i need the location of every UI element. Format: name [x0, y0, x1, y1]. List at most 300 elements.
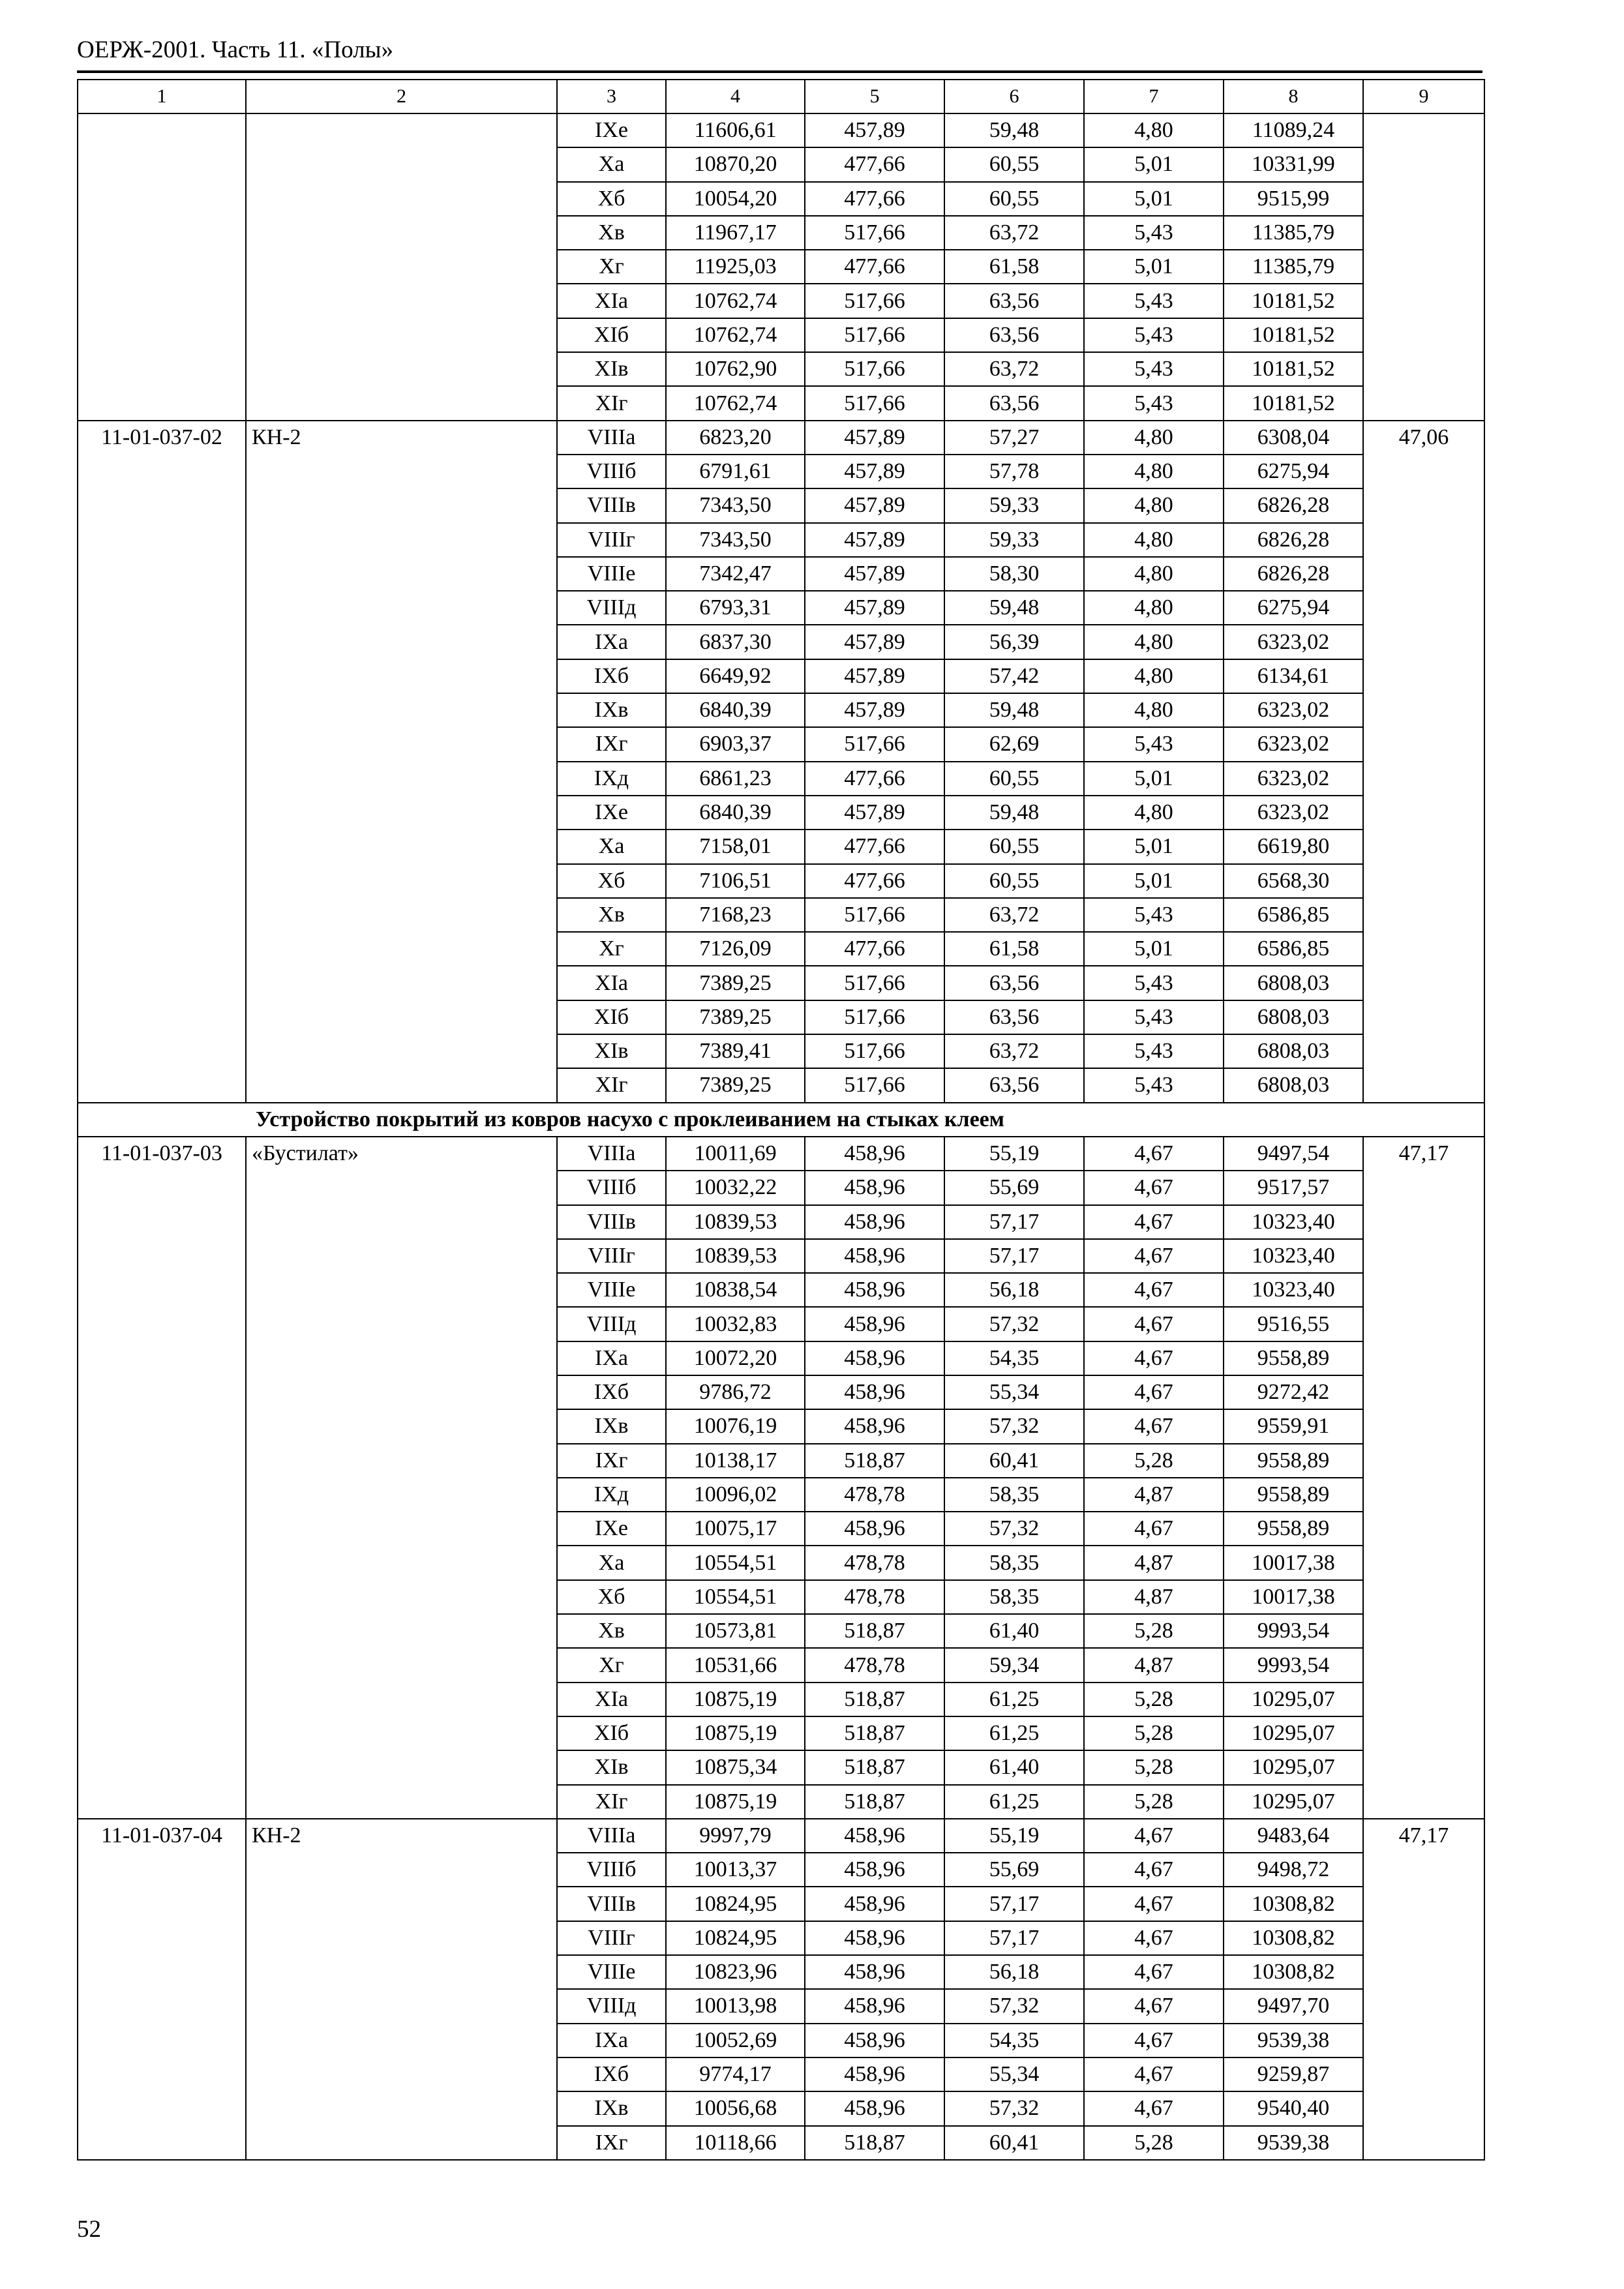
- table-cell: VIIIa: [557, 1819, 666, 1853]
- table-cell: 7126,09: [666, 932, 805, 966]
- table-cell: 5,01: [1084, 182, 1224, 216]
- table-cell: 11089,24: [1224, 113, 1363, 147]
- table-cell: 457,89: [805, 113, 944, 147]
- table-cell: 9259,87: [1224, 2057, 1363, 2091]
- table-row: [78, 113, 1484, 147]
- table-cell: 517,66: [805, 898, 944, 932]
- section-row: [78, 1103, 1484, 1137]
- table-cell: 458,96: [805, 1887, 944, 1921]
- rate-name-cell: КН-2: [246, 1819, 557, 2160]
- table-cell: VIIIв: [557, 488, 666, 522]
- table-cell: 6861,23: [666, 762, 805, 796]
- table-cell: 4,67: [1084, 1887, 1224, 1921]
- table-cell: 57,17: [944, 1205, 1084, 1239]
- table-cell: 59,48: [944, 591, 1084, 625]
- table-cell: 9540,40: [1224, 2091, 1363, 2125]
- table-cell: 57,42: [944, 659, 1084, 693]
- table-cell: Xв: [557, 1614, 666, 1648]
- table-cell: 458,96: [805, 1512, 944, 1546]
- table-cell: 63,72: [944, 352, 1084, 386]
- table-cell: 63,56: [944, 318, 1084, 352]
- table-cell: 4,80: [1084, 796, 1224, 830]
- table-cell: 518,87: [805, 1683, 944, 1716]
- table-cell: 10054,20: [666, 182, 805, 216]
- table-cell: 4,67: [1084, 1341, 1224, 1375]
- table-cell: 4,87: [1084, 1580, 1224, 1614]
- column-number: 2: [246, 80, 557, 113]
- rate-code-cell: 11-01-037-04: [78, 1819, 246, 2160]
- table-cell: IXд: [557, 762, 666, 796]
- table-cell: 10531,66: [666, 1648, 805, 1682]
- table-cell: 6134,61: [1224, 659, 1363, 693]
- table-cell: 11606,61: [666, 113, 805, 147]
- column-number: 7: [1084, 80, 1224, 113]
- table-cell: 62,69: [944, 727, 1084, 761]
- table-cell: 457,89: [805, 796, 944, 830]
- page-header-title: ОЕРЖ-2001. Часть 11. «Полы»: [77, 37, 393, 63]
- table-cell: 7389,25: [666, 966, 805, 1000]
- table-cell: Xв: [557, 898, 666, 932]
- table-cell: 9539,38: [1224, 2126, 1363, 2160]
- table-cell: VIIIг: [557, 523, 666, 557]
- table-cell: 6586,85: [1224, 932, 1363, 966]
- table-cell: 458,96: [805, 1341, 944, 1375]
- table-cell: 4,67: [1084, 1171, 1224, 1204]
- table-cell: 10017,38: [1224, 1580, 1363, 1614]
- table-cell: 6568,30: [1224, 864, 1363, 898]
- table-cell: 54,35: [944, 1341, 1084, 1375]
- table-cell: 57,32: [944, 2091, 1084, 2125]
- table-cell: 5,28: [1084, 1683, 1224, 1716]
- page-number: 52: [77, 2216, 101, 2243]
- table-cell: 4,67: [1084, 1921, 1224, 1955]
- table-cell: IXe: [557, 113, 666, 147]
- table-cell: 517,66: [805, 727, 944, 761]
- table-cell: VIIIe: [557, 1955, 666, 1989]
- table-cell: 9774,17: [666, 2057, 805, 2091]
- table-cell: 477,66: [805, 864, 944, 898]
- table-cell: 517,66: [805, 1068, 944, 1102]
- table-cell: 457,89: [805, 557, 944, 591]
- table-cell: 11385,79: [1224, 216, 1363, 250]
- table-cell: 518,87: [805, 1716, 944, 1750]
- table-cell: 7389,41: [666, 1034, 805, 1068]
- table-cell: IXб: [557, 659, 666, 693]
- table-cell: VIIIa: [557, 1137, 666, 1171]
- table-cell: IXд: [557, 1478, 666, 1512]
- table-cell: 4,67: [1084, 1273, 1224, 1307]
- table-cell: VIIIд: [557, 1307, 666, 1341]
- table-cell: 10072,20: [666, 1341, 805, 1375]
- table-cell: 60,55: [944, 864, 1084, 898]
- table-cell: 6308,04: [1224, 421, 1363, 455]
- table-cell: 6793,31: [666, 591, 805, 625]
- table-cell: 56,18: [944, 1955, 1084, 1989]
- table-cell: 5,28: [1084, 1785, 1224, 1819]
- table-cell: Xг: [557, 932, 666, 966]
- table-cell: 5,01: [1084, 147, 1224, 181]
- table-cell: 4,67: [1084, 2091, 1224, 2125]
- table-cell: 9558,89: [1224, 1512, 1363, 1546]
- table-cell: 60,55: [944, 830, 1084, 863]
- table-cell: 478,78: [805, 1546, 944, 1579]
- table-cell: 5,28: [1084, 1750, 1224, 1784]
- table-cell: 7389,25: [666, 1000, 805, 1034]
- table-cell: 6826,28: [1224, 557, 1363, 591]
- table-cell: 477,66: [805, 250, 944, 284]
- table-cell: 4,80: [1084, 523, 1224, 557]
- table-cell: 6323,02: [1224, 727, 1363, 761]
- rates-table: [77, 79, 1485, 2161]
- table-cell: 10554,51: [666, 1546, 805, 1579]
- table-cell: 457,89: [805, 488, 944, 522]
- table-cell: 9558,89: [1224, 1478, 1363, 1512]
- table-cell: XIв: [557, 1034, 666, 1068]
- rate-code-cell: 11-01-037-03: [78, 1137, 246, 1819]
- table-cell: XIб: [557, 318, 666, 352]
- rate-name-cell: «Бустилат»: [246, 1137, 557, 1819]
- table-cell: 9539,38: [1224, 2024, 1363, 2057]
- table-cell: 4,87: [1084, 1648, 1224, 1682]
- table-cell: 4,80: [1084, 455, 1224, 488]
- table-cell: 4,67: [1084, 1239, 1224, 1273]
- table-cell: 10052,69: [666, 2024, 805, 2057]
- table-cell: 10839,53: [666, 1239, 805, 1273]
- table-cell: 6840,39: [666, 693, 805, 727]
- table-cell: 5,28: [1084, 1716, 1224, 1750]
- table-cell: 10011,69: [666, 1137, 805, 1171]
- table-cell: 57,32: [944, 1409, 1084, 1443]
- table-cell: 458,96: [805, 1273, 944, 1307]
- table-cell: 55,19: [944, 1819, 1084, 1853]
- table-cell: 63,56: [944, 966, 1084, 1000]
- table-cell: 5,43: [1084, 1034, 1224, 1068]
- table-cell: 7343,50: [666, 488, 805, 522]
- table-cell: VIIIб: [557, 455, 666, 488]
- table-cell: 6275,94: [1224, 591, 1363, 625]
- table-cell: IXв: [557, 2091, 666, 2125]
- table-cell: 57,78: [944, 455, 1084, 488]
- table-cell: 4,80: [1084, 659, 1224, 693]
- table-cell: 5,01: [1084, 250, 1224, 284]
- column-number-row: [78, 80, 1484, 113]
- table-cell: VIIIв: [557, 1887, 666, 1921]
- table-cell: 10870,20: [666, 147, 805, 181]
- table-cell: 55,69: [944, 1171, 1084, 1204]
- table-cell: 4,67: [1084, 1375, 1224, 1409]
- table-cell: 10295,07: [1224, 1785, 1363, 1819]
- table-cell: 458,96: [805, 1375, 944, 1409]
- table-cell: 10295,07: [1224, 1683, 1363, 1716]
- table-cell: 5,01: [1084, 864, 1224, 898]
- table-cell: 477,66: [805, 932, 944, 966]
- table-cell: 10323,40: [1224, 1273, 1363, 1307]
- table-cell: 6649,92: [666, 659, 805, 693]
- rate-name-cell: КН-2: [246, 421, 557, 1103]
- table-cell: 6323,02: [1224, 625, 1363, 659]
- table-cell: 458,96: [805, 1921, 944, 1955]
- table-cell: 458,96: [805, 1853, 944, 1887]
- table-cell: 4,67: [1084, 1955, 1224, 1989]
- table-cell: Xб: [557, 182, 666, 216]
- table-cell: 517,66: [805, 352, 944, 386]
- column-number: 3: [557, 80, 666, 113]
- table-cell: 6826,28: [1224, 523, 1363, 557]
- table-cell: 518,87: [805, 1750, 944, 1784]
- rate-last-cell: 47,06: [1363, 421, 1484, 1103]
- table-cell: 5,43: [1084, 1000, 1224, 1034]
- table-cell: 57,17: [944, 1239, 1084, 1273]
- table-cell: IXб: [557, 1375, 666, 1409]
- table-cell: 60,55: [944, 762, 1084, 796]
- table-row: [78, 1819, 1484, 1853]
- table-cell: Xг: [557, 250, 666, 284]
- table-cell: 59,48: [944, 113, 1084, 147]
- table-cell: 4,87: [1084, 1478, 1224, 1512]
- table-cell: IXг: [557, 1444, 666, 1478]
- table-cell: IXa: [557, 1341, 666, 1375]
- table-row: [78, 1137, 1484, 1171]
- table-cell: 6275,94: [1224, 455, 1363, 488]
- table-cell: 457,89: [805, 523, 944, 557]
- table-cell: VIIIг: [557, 1239, 666, 1273]
- table-cell: Xв: [557, 216, 666, 250]
- table-cell: 58,35: [944, 1580, 1084, 1614]
- table-cell: IXe: [557, 1512, 666, 1546]
- table-cell: 6808,03: [1224, 966, 1363, 1000]
- table-cell: XIг: [557, 1068, 666, 1102]
- table-cell: 4,87: [1084, 1546, 1224, 1579]
- table-cell: 4,80: [1084, 591, 1224, 625]
- table-cell: 6903,37: [666, 727, 805, 761]
- table-cell: XIб: [557, 1000, 666, 1034]
- table-cell: 4,67: [1084, 1409, 1224, 1443]
- table-cell: 4,80: [1084, 421, 1224, 455]
- table-cell: VIIIд: [557, 591, 666, 625]
- table-cell: 10181,52: [1224, 318, 1363, 352]
- table-cell: 61,58: [944, 932, 1084, 966]
- column-number: 9: [1363, 80, 1484, 113]
- table-cell: 5,43: [1084, 216, 1224, 250]
- table-cell: XIв: [557, 352, 666, 386]
- rate-last-cell: 47,17: [1363, 1137, 1484, 1819]
- table-cell: 7158,01: [666, 830, 805, 863]
- table-cell: 10762,74: [666, 284, 805, 318]
- rate-code-cell: [78, 113, 246, 421]
- table-cell: 57,32: [944, 1307, 1084, 1341]
- table-cell: 10875,19: [666, 1785, 805, 1819]
- table-cell: IXe: [557, 796, 666, 830]
- table-cell: 4,67: [1084, 2057, 1224, 2091]
- table-cell: XIб: [557, 1716, 666, 1750]
- table-cell: 5,43: [1084, 386, 1224, 420]
- table-cell: 6808,03: [1224, 1034, 1363, 1068]
- table-cell: 58,35: [944, 1478, 1084, 1512]
- rate-name-cell: [246, 113, 557, 421]
- table-cell: VIIIe: [557, 1273, 666, 1307]
- table-cell: 9497,54: [1224, 1137, 1363, 1171]
- table-cell: 457,89: [805, 421, 944, 455]
- table-cell: 10017,38: [1224, 1546, 1363, 1579]
- table-cell: 4,67: [1084, 1137, 1224, 1171]
- table-cell: 10181,52: [1224, 352, 1363, 386]
- table-cell: 10096,02: [666, 1478, 805, 1512]
- table-cell: 5,28: [1084, 1614, 1224, 1648]
- table-cell: 9786,72: [666, 1375, 805, 1409]
- table-cell: 10118,66: [666, 2126, 805, 2160]
- table-cell: 5,28: [1084, 1444, 1224, 1478]
- table-cell: 10824,95: [666, 1921, 805, 1955]
- table-cell: 4,80: [1084, 488, 1224, 522]
- table-cell: 57,27: [944, 421, 1084, 455]
- table-cell: 10032,83: [666, 1307, 805, 1341]
- table-cell: 10554,51: [666, 1580, 805, 1614]
- table-cell: 10573,81: [666, 1614, 805, 1648]
- table-cell: 55,34: [944, 2057, 1084, 2091]
- table-cell: 478,78: [805, 1478, 944, 1512]
- table-cell: 10013,98: [666, 1989, 805, 2023]
- table-cell: 9497,70: [1224, 1989, 1363, 2023]
- table-cell: VIIIa: [557, 421, 666, 455]
- table-cell: 59,34: [944, 1648, 1084, 1682]
- table-cell: 10308,82: [1224, 1955, 1363, 1989]
- table-cell: 4,67: [1084, 1819, 1224, 1853]
- rate-last-cell: [1363, 113, 1484, 421]
- table-cell: 10013,37: [666, 1853, 805, 1887]
- table-cell: Xб: [557, 864, 666, 898]
- rate-code-cell: 11-01-037-02: [78, 421, 246, 1103]
- table-cell: 63,72: [944, 216, 1084, 250]
- table-cell: 517,66: [805, 966, 944, 1000]
- table-cell: 10138,17: [666, 1444, 805, 1478]
- table-cell: 4,80: [1084, 693, 1224, 727]
- table-cell: 61,25: [944, 1683, 1084, 1716]
- table-cell: 4,67: [1084, 1853, 1224, 1887]
- table-cell: 63,72: [944, 1034, 1084, 1068]
- table-cell: Xг: [557, 1648, 666, 1682]
- table-cell: 10056,68: [666, 2091, 805, 2125]
- table-cell: XIг: [557, 1785, 666, 1819]
- table-cell: 61,25: [944, 1785, 1084, 1819]
- table-cell: 518,87: [805, 2126, 944, 2160]
- table-cell: 457,89: [805, 659, 944, 693]
- table-cell: 4,67: [1084, 1512, 1224, 1546]
- table-cell: 517,66: [805, 1000, 944, 1034]
- table-cell: 10762,90: [666, 352, 805, 386]
- table-cell: 10331,99: [1224, 147, 1363, 181]
- table-cell: 9558,89: [1224, 1444, 1363, 1478]
- table-cell: 6323,02: [1224, 693, 1363, 727]
- table-cell: 10839,53: [666, 1205, 805, 1239]
- table-cell: 10032,22: [666, 1171, 805, 1204]
- table-cell: 517,66: [805, 1034, 944, 1068]
- table-cell: 458,96: [805, 2091, 944, 2125]
- table-cell: 10875,19: [666, 1683, 805, 1716]
- table-cell: IXг: [557, 727, 666, 761]
- table-cell: 10295,07: [1224, 1716, 1363, 1750]
- table-cell: 4,67: [1084, 1989, 1224, 2023]
- table-cell: 458,96: [805, 1955, 944, 1989]
- table-cell: 458,96: [805, 1239, 944, 1273]
- table-cell: 7168,23: [666, 898, 805, 932]
- table-cell: 6808,03: [1224, 1068, 1363, 1102]
- table-cell: 6808,03: [1224, 1000, 1363, 1034]
- table-cell: 477,66: [805, 147, 944, 181]
- table-cell: 457,89: [805, 693, 944, 727]
- table-cell: IXa: [557, 625, 666, 659]
- table-cell: 10875,34: [666, 1750, 805, 1784]
- table-cell: 458,96: [805, 1205, 944, 1239]
- table-cell: 10181,52: [1224, 386, 1363, 420]
- table-cell: VIIIб: [557, 1171, 666, 1204]
- table-cell: 55,19: [944, 1137, 1084, 1171]
- table-cell: 6323,02: [1224, 796, 1363, 830]
- table-cell: 9517,57: [1224, 1171, 1363, 1204]
- table-cell: 477,66: [805, 762, 944, 796]
- table-cell: Xa: [557, 1546, 666, 1579]
- table-cell: 7106,51: [666, 864, 805, 898]
- table-cell: 478,78: [805, 1648, 944, 1682]
- table-cell: 61,40: [944, 1614, 1084, 1648]
- table-cell: 55,69: [944, 1853, 1084, 1887]
- column-number: 1: [78, 80, 246, 113]
- table-cell: 61,40: [944, 1750, 1084, 1784]
- table-cell: VIIIг: [557, 1921, 666, 1955]
- table-cell: 4,80: [1084, 625, 1224, 659]
- table-cell: IXв: [557, 693, 666, 727]
- table-cell: 54,35: [944, 2024, 1084, 2057]
- table-cell: IXa: [557, 2024, 666, 2057]
- table-cell: 477,66: [805, 182, 944, 216]
- table-cell: 4,80: [1084, 557, 1224, 591]
- table-row: [78, 421, 1484, 455]
- rate-last-cell: 47,17: [1363, 1819, 1484, 2160]
- table-cell: 10075,17: [666, 1512, 805, 1546]
- table-cell: 60,41: [944, 2126, 1084, 2160]
- table-cell: 57,32: [944, 1989, 1084, 2023]
- table-cell: 457,89: [805, 625, 944, 659]
- table-cell: Xб: [557, 1580, 666, 1614]
- table-cell: 56,39: [944, 625, 1084, 659]
- table-cell: 457,89: [805, 455, 944, 488]
- table-cell: VIIIe: [557, 557, 666, 591]
- table-cell: 9515,99: [1224, 182, 1363, 216]
- table-cell: IXв: [557, 1409, 666, 1443]
- table-cell: 6826,28: [1224, 488, 1363, 522]
- table-cell: 6823,20: [666, 421, 805, 455]
- table-cell: 6586,85: [1224, 898, 1363, 932]
- column-number: 8: [1224, 80, 1363, 113]
- table-cell: 61,25: [944, 1716, 1084, 1750]
- table-cell: 10762,74: [666, 318, 805, 352]
- table-cell: 58,30: [944, 557, 1084, 591]
- table-cell: 10076,19: [666, 1409, 805, 1443]
- table-cell: 9516,55: [1224, 1307, 1363, 1341]
- table-cell: 6323,02: [1224, 762, 1363, 796]
- table-cell: 5,01: [1084, 932, 1224, 966]
- column-number: 6: [944, 80, 1084, 113]
- table-cell: 9272,42: [1224, 1375, 1363, 1409]
- table-cell: Xa: [557, 830, 666, 863]
- table-cell: 5,28: [1084, 2126, 1224, 2160]
- table-cell: 6619,80: [1224, 830, 1363, 863]
- table-cell: XIг: [557, 386, 666, 420]
- table-cell: 10323,40: [1224, 1205, 1363, 1239]
- table-cell: 458,96: [805, 2024, 944, 2057]
- table-cell: 57,32: [944, 1512, 1084, 1546]
- table-cell: 11967,17: [666, 216, 805, 250]
- table-cell: 458,96: [805, 1137, 944, 1171]
